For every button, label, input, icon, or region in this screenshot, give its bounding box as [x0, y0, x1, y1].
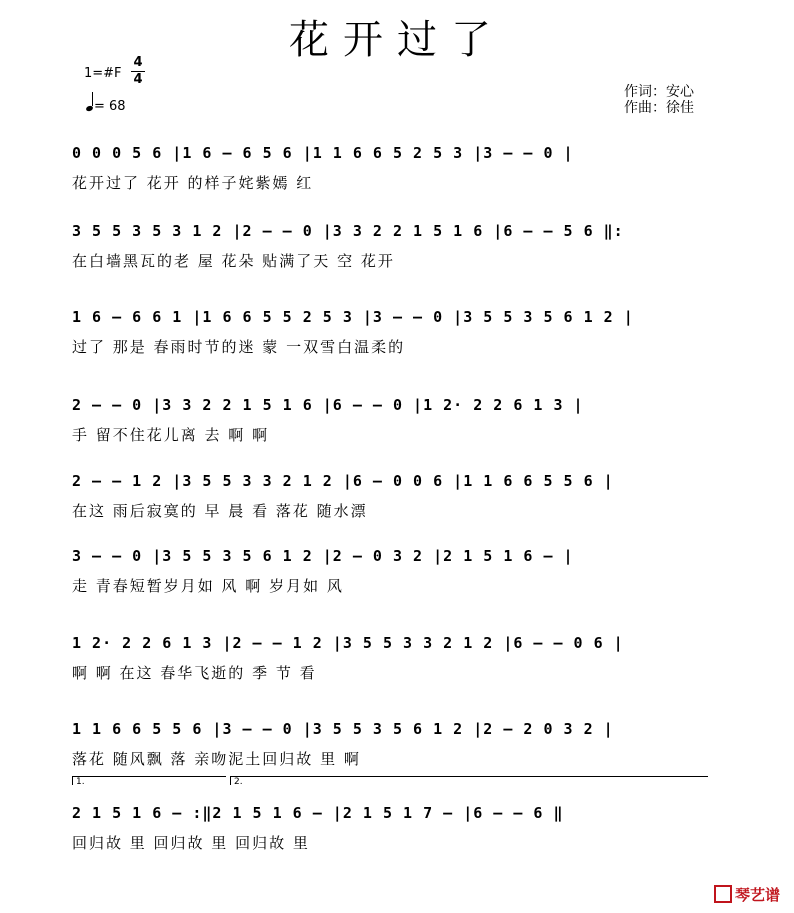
composer: 作曲：徐佳	[624, 100, 694, 116]
notation-line: 1 1 6 6 5 5 6 |3 — — 0 |3 5 5 3 5 6 1 2 |2 — 2 0 3 2 |	[72, 720, 614, 738]
notation-line: 0 0 0 5 6 |1 6 — 6 5 6 |1 1 6 6 5 2 5 3 |3 — — 0 |	[72, 144, 574, 162]
time-signature	[131, 56, 145, 87]
lyricist: 作词：安心	[624, 84, 694, 100]
credits	[624, 84, 694, 116]
notation-line: 1 2· 2 2 6 1 3 |2 — — 1 2 |3 5 5 3 3 2 1 2 |6 — — 0 6 |	[72, 634, 624, 652]
logo-icon	[714, 885, 732, 903]
page-title: 花开过了	[289, 17, 505, 63]
watermark-text: 琴艺谱	[734, 886, 780, 904]
notation-line: 3 5 5 3 5 3 1 2 |2 — — 0 |3 3 2 2 1 5 1 6 |6 — — 5 6 ‖:	[72, 222, 624, 240]
tempo-value: = 68	[94, 99, 126, 114]
meter-top: 4	[133, 55, 143, 70]
meter-bottom: 4	[133, 72, 143, 87]
lyrics-line: 在这 雨后寂寞的 早 晨 看 落花 随水漂	[72, 502, 368, 520]
tempo-marking	[86, 96, 126, 114]
lyrics-line: 手 留不住花儿离 去 啊 啊	[72, 426, 270, 444]
key-signature: 1=#F	[84, 66, 122, 81]
lyrics-line: 过了 那是 春雨时节的迷 蒙 一双雪白温柔的	[72, 338, 406, 356]
lyrics-line: 落花 随风飘 落 亲吻泥土回归故 里 啊	[72, 750, 361, 768]
note-stem	[92, 92, 93, 106]
notation-line: 1 6 — 6 6 1 |1 6 6 5 5 2 5 3 |3 — — 0 |3 5 5 3 5 6 1 2 |	[72, 308, 634, 326]
lyrics-line: 花开过了 花开 的样子姹紫嫣 红	[72, 174, 314, 192]
lyrics-line: 走 青春短暂岁月如 风 啊 岁月如 风	[72, 577, 344, 595]
volta-bracket-2: 2.	[230, 776, 708, 785]
notation-line: 2 — — 1 2 |3 5 5 3 3 2 1 2 |6 — 0 0 6 |1 1 6 6 5 5 6 |	[72, 472, 614, 490]
notation-line: 2 1 5 1 6 — :‖2 1 5 1 6 — |2 1 5 1 7 — |6 — — 6 ‖	[72, 804, 564, 822]
lyrics-line: 在白墙黑瓦的老 屋 花朵 贴满了天 空 花开	[72, 252, 395, 270]
notation-line: 3 — — 0 |3 5 5 3 5 6 1 2 |2 — 0 3 2 |2 1 5 1 6 — |	[72, 547, 574, 565]
quarter-note-icon	[85, 105, 93, 112]
lyrics-line: 啊 啊 在这 春华飞逝的 季 节 看	[72, 664, 317, 682]
notation-line: 2 — — 0 |3 3 2 2 1 5 1 6 |6 — — 0 |1 2· 2 2 6 1 3 |	[72, 396, 584, 414]
watermark-logo	[714, 884, 780, 905]
lyrics-line: 回归故 里 回归故 里 回归故 里	[72, 834, 310, 852]
volta-bracket-1: 1.	[72, 776, 226, 785]
